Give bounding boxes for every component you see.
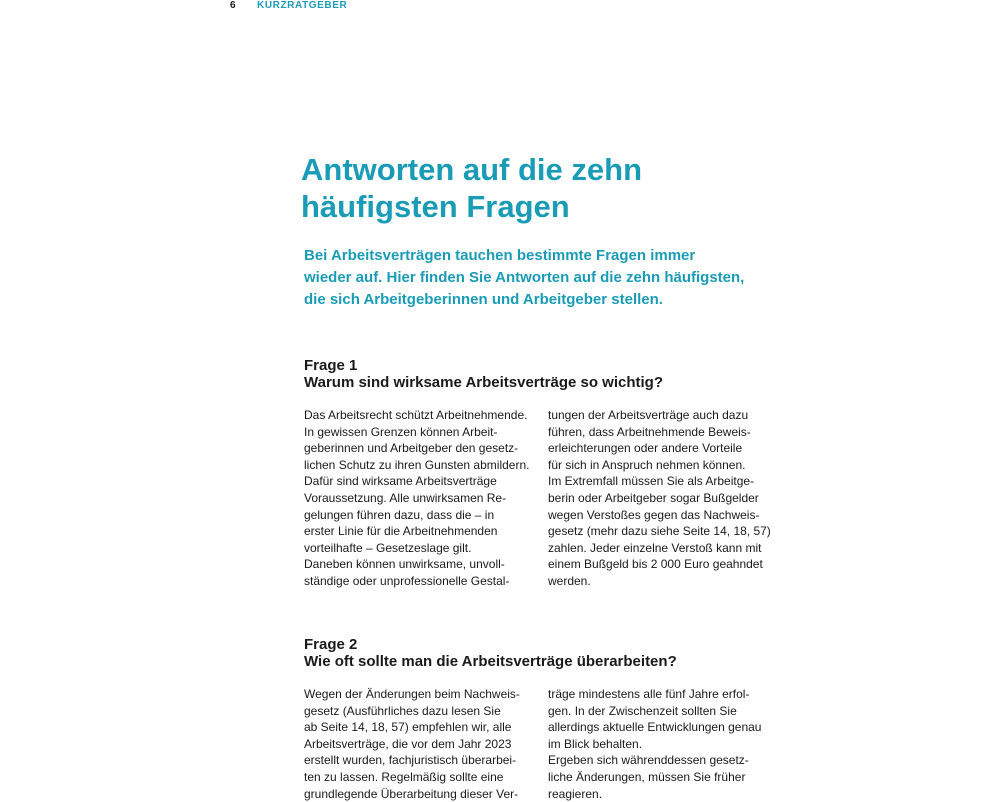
question-1-answer-left-column: [304, 407, 536, 590]
body-line: geberinnen und Arbeitgeber den gesetz-: [304, 441, 519, 456]
question-2-answer-left-column: [304, 686, 536, 802]
intro-line: wieder auf. Hier finden Sie Antworten auf die zehn häufigsten,: [304, 269, 745, 286]
intro-line: Bei Arbeitsverträgen tauchen bestimmte Fragen immer: [304, 247, 696, 264]
body-line: ständige oder unprofessionelle Gestal-: [304, 573, 510, 588]
body-line: erstellt wurden, fachjuristisch überarbei-: [304, 753, 517, 768]
body-line: lichen Schutz zu ihren Gunsten abmildern.: [304, 457, 530, 472]
question-label: Frage 1: [304, 357, 358, 374]
body-line: wegen Verstoßes gegen das Nachweis-: [548, 507, 760, 522]
body-line: gelungen führen dazu, dass die – in: [304, 507, 495, 522]
body-line: tungen der Arbeitsverträge auch dazu: [548, 408, 749, 422]
body-line: gen. In der Zwischenzeit sollten Sie: [548, 703, 737, 718]
intro-line: die sich Arbeitgeberinnen und Arbeitgeber stellen.: [304, 291, 663, 308]
body-line: berin oder Arbeitgeber sogar Bußgelder: [548, 490, 759, 505]
body-line: reagieren.: [548, 786, 603, 801]
body-line: Dafür sind wirksame Arbeitsverträge: [304, 474, 497, 489]
body-line: gesetz (mehr dazu siehe Seite 14, 18, 57): [548, 524, 771, 539]
body-line: vorteilhafte – Gesetzeslage gilt.: [304, 540, 472, 555]
body-line: allerdings aktuelle Entwicklungen genau: [548, 720, 762, 735]
body-line: Daneben können unwirksame, unvoll-: [304, 557, 505, 572]
body-line: für sich in Anspruch nehmen können.: [548, 457, 746, 472]
running-head: KURZRATGEBER: [257, 0, 348, 11]
question-2-heading: [304, 636, 774, 670]
body-line: Das Arbeitsrecht schützt Arbeitnehmende.: [304, 408, 528, 422]
body-line: werden.: [548, 573, 591, 588]
body-line: zahlen. Jeder einzelne Verstoß kann mit: [548, 540, 762, 555]
body-line: Voraussetzung. Alle unwirksamen Re-: [304, 490, 507, 505]
body-line: erleichterungen oder andere Vorteile: [548, 441, 743, 456]
body-line: gesetz (Ausführliches dazu lesen Sie: [304, 703, 501, 718]
question-1-heading: [304, 357, 774, 391]
body-line: im Blick behalten.: [548, 736, 643, 751]
body-line: grundlegende Überarbeitung dieser Ver-: [304, 786, 519, 801]
intro-paragraph: [304, 245, 784, 311]
question-1-answer-right-column: [548, 407, 780, 590]
body-line: Wegen der Änderungen beim Nachweis-: [304, 687, 520, 701]
body-line: ab Seite 14, 18, 57) empfehlen wir, alle: [304, 720, 512, 735]
body-line: ten zu lassen. Regelmäßig sollte eine: [304, 769, 504, 784]
question-text: Warum sind wirksame Arbeitsverträge so wichtig?: [304, 374, 663, 391]
body-line: Im Extremfall müssen Sie als Arbeitge-: [548, 474, 755, 489]
page-title-line: Antworten auf die zehn: [301, 152, 642, 187]
page-number: 6: [230, 0, 236, 11]
question-text: Wie oft sollte man die Arbeitsverträge überarbeiten?: [304, 653, 677, 670]
page-title-line: häufigsten Fragen: [301, 189, 570, 224]
page-title: [301, 151, 781, 225]
body-line: erster Linie für die Arbeitnehmenden: [304, 524, 498, 539]
body-line: Ergeben sich währenddessen gesetz-: [548, 753, 749, 768]
body-line: einem Bußgeld bis 2 000 Euro geahndet: [548, 557, 763, 572]
body-line: liche Änderungen, müssen Sie früher: [548, 769, 746, 784]
body-line: träge mindestens alle fünf Jahre erfol-: [548, 687, 750, 701]
body-line: führen, dass Arbeitnehmende Beweis-: [548, 424, 751, 439]
body-line: Arbeitsverträge, die vor dem Jahr 2023: [304, 736, 512, 751]
body-line: In gewissen Grenzen können Arbeit-: [304, 424, 498, 439]
question-2-answer-right-column: [548, 686, 780, 802]
question-label: Frage 2: [304, 636, 358, 653]
